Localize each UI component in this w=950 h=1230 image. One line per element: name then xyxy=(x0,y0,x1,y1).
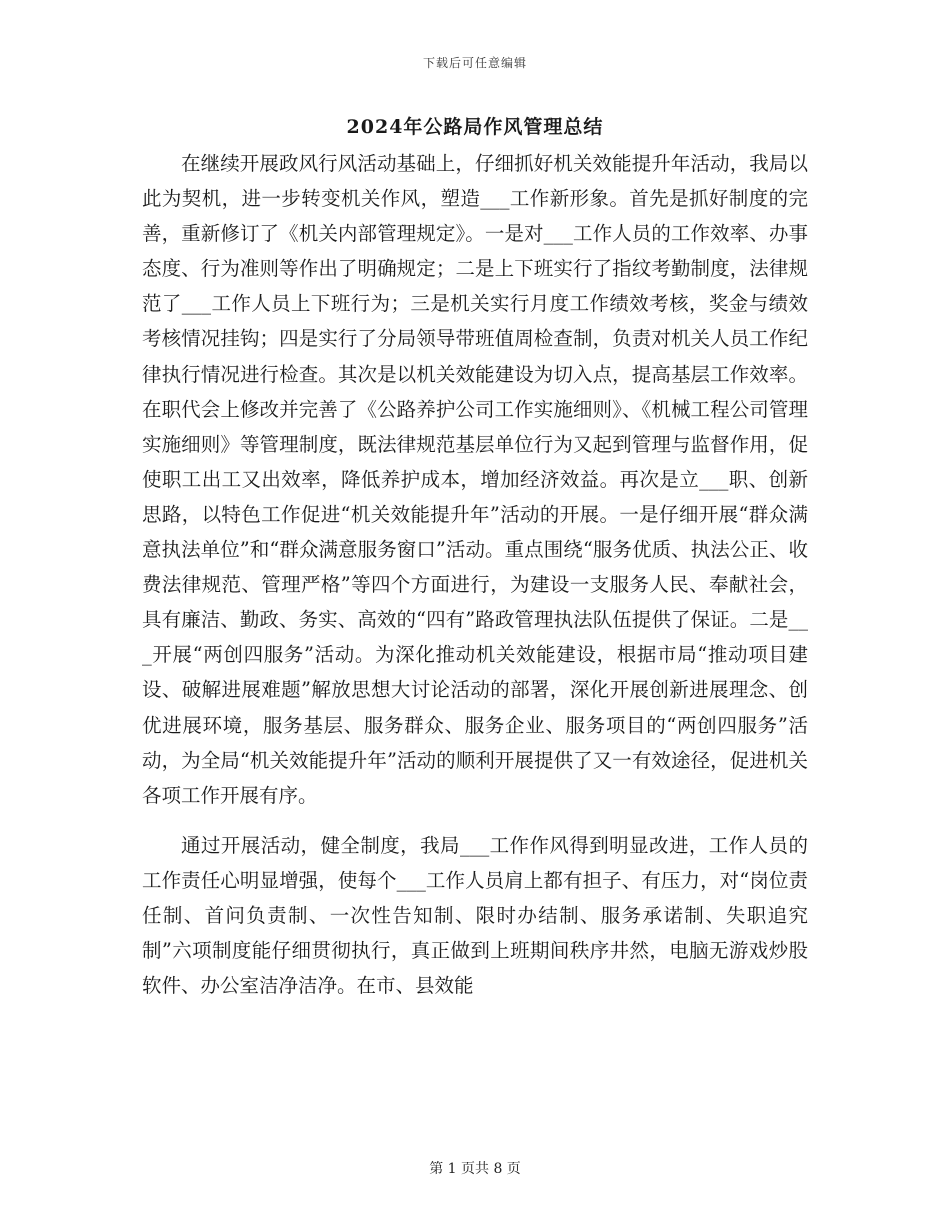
body-paragraph-1: 在继续开展政风行风活动基础上，仔细抓好机关效能提升年活动，我局以此为契机，进一步转变机关作风，塑造___工作新形象。首先是抓好制度的完善，重新修订了《机关内部管理规定》。一是对___工作人员的工作效率、办事态度、行为准则等作出了明确规定；二是上下班实行了指纹考勤制度，法律规范了___工作人员上下班行为；三是机关实行月度工作绩效考核，奖金与绩效考核情况挂钩；四是实行了分局领导带班值周检查制，负责对机关人员工作纪律执行情况进行检查。其次是以机关效能建设为切入点，提高基层工作效率。在职代会上修改并完善了《公路养护公司工作实施细则》、《机械工程公司管理实施细则》等管理制度，既法律规范基层单位行为又起到管理与监督作用，促使职工出工又出效率，降低养护成本，增加经济效益。再次是立___职、创新思路，以特色工作促进“机关效能提升年”活动的开展。一是仔细开展“群众满意执法单位”和“群众满意服务窗口”活动。重点围绕“服务优质、执法公正、收费法律规范、管理严格”等四个方面进行，为建设一支服务人民、奉献社会，具有廉洁、勤政、务实、高效的“四有”路政管理执法队伍提供了保证。二是___开展“两创四服务”活动。为深化推动机关效能建设，根据市局“推动项目建设、破解进展难题”解放思想大讨论活动的部署，深化开展创新进展理念、创优进展环境，服务基层、服务群众、服务企业、服务项目的“两创四服务”活动，为全局“机关效能提升年”活动的顺利开展提供了又一有效途径，促进机关各项工作开展有序。 xyxy=(142,152,808,807)
page-number-footer: 第 1 页共 8 页 xyxy=(429,1161,521,1177)
document-body xyxy=(142,146,808,1003)
body-paragraph-2: 通过开展活动，健全制度，我局___工作作风得到明显改进，工作人员的工作责任心明显增强，使每个___工作人员肩上都有担子、有压力，对“岗位责任制、首问负责制、一次性告知制、限时办结制、服务承诺制、失职追究制”六项制度能仔细贯彻执行，真正做到上班期间秩序井然，电脑无游戏炒股软件、办公室洁净洁净。在市、县效能 xyxy=(142,833,808,998)
page-header-note: 下载后可任意编辑 xyxy=(422,56,527,70)
document-title: 2024年公路局作风管理总结 xyxy=(346,116,604,138)
